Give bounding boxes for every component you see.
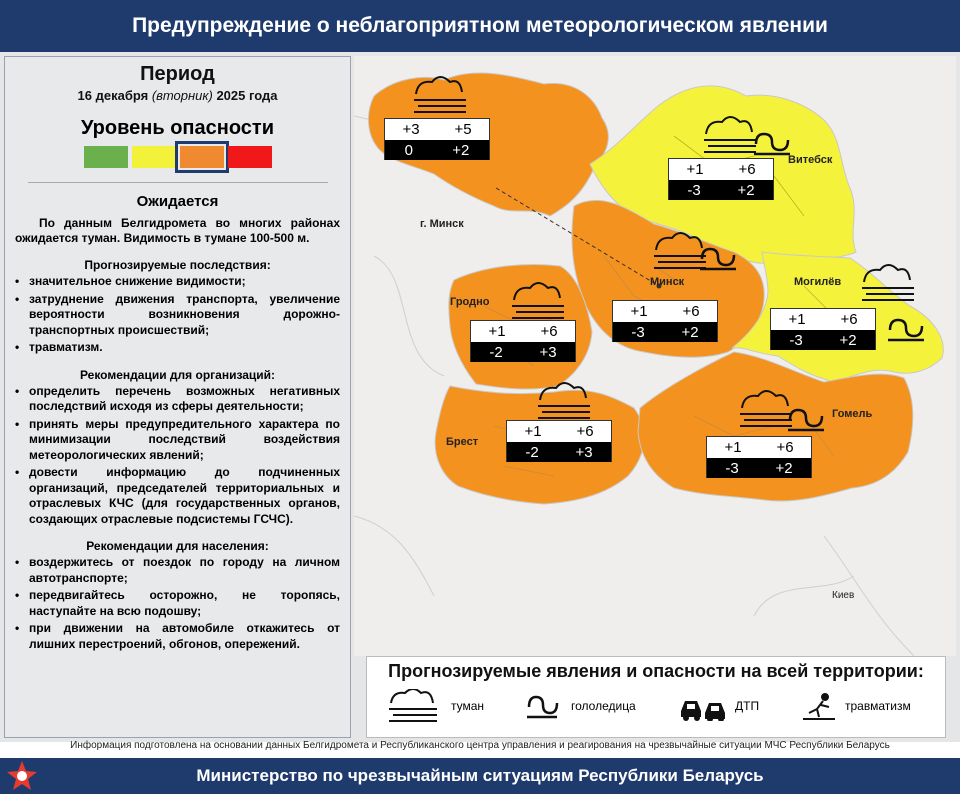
day-max: +6 — [576, 423, 594, 440]
consequences-list — [5, 274, 350, 356]
day-max: +6 — [540, 323, 558, 340]
level-yellow — [132, 146, 176, 168]
level-orange — [180, 146, 224, 168]
day-min: +1 — [686, 161, 704, 178]
legend-item-injury — [801, 691, 911, 721]
city-label-kiev: Киев — [832, 590, 855, 601]
city-label-minsk: Минск — [650, 276, 685, 288]
period-date — [5, 88, 350, 103]
day-temps — [613, 301, 717, 322]
ice-icon — [525, 691, 559, 721]
day-temps — [471, 321, 575, 342]
day-max: +6 — [682, 303, 700, 320]
night-min: -2 — [525, 443, 539, 461]
list-item: • затруднение движения транспорта, увеличение вероятности возникновения дорожно-транспортных происшествий; — [15, 292, 340, 339]
night-temps — [669, 180, 773, 200]
list-item: • воздержитесь от поездок по городу на личном автотранспорте; — [15, 555, 340, 586]
org-recs-title: Рекомендации для организаций: — [79, 367, 276, 382]
fog-icon — [387, 689, 439, 723]
danger-level-title: Уровень опасности — [81, 117, 274, 139]
day-min: +1 — [724, 439, 742, 456]
org-recs-list — [5, 384, 350, 528]
page-title: Предупреждение о неблагоприятном метеорологическом явлении — [0, 0, 960, 52]
night-min: -3 — [631, 323, 645, 341]
night-min: -3 — [687, 181, 701, 199]
legend-label: ДТП — [735, 699, 760, 713]
day-max: +6 — [840, 311, 858, 328]
city-label-vitebsk: Витебск — [788, 154, 833, 166]
legend-items — [367, 687, 947, 735]
temp-box-brest — [506, 420, 612, 462]
list-item: • определить перечень возможных негативных последствий исходя из сферы деятельности; — [15, 384, 340, 415]
divider — [28, 182, 328, 183]
day-max: +6 — [738, 161, 756, 178]
temp-box-grodno — [470, 320, 576, 362]
temp-box-mogilev — [770, 308, 876, 350]
day-min: +1 — [630, 303, 648, 320]
day-temps — [771, 309, 875, 330]
legend-item-crash — [679, 691, 759, 721]
legend-label: туман — [451, 699, 485, 713]
level-red — [228, 146, 272, 168]
night-max: +2 — [737, 181, 755, 199]
night-min: -3 — [725, 459, 739, 477]
day-min: +1 — [524, 423, 542, 440]
danger-level-scale — [5, 146, 350, 168]
city-label-mogilev: Могилёв — [794, 276, 842, 288]
injury-icon — [801, 691, 837, 721]
expected-text: По данным Белгидромета во многих районах ожидается туман. Видимость в тумане 100-500 м. — [15, 216, 340, 245]
night-temps — [613, 322, 717, 342]
day-min: +3 — [402, 121, 420, 138]
temp-box-minsk — [612, 300, 718, 342]
source-note: Информация подготовлена на основании данных Белгидромета и Республиканского центра управления и реагирования на чрезвычайные ситуации МЧС Республики Беларусь — [70, 740, 890, 751]
pop-recs-title: Рекомендации для населения: — [86, 539, 269, 553]
night-min: -2 — [489, 343, 503, 361]
level-green — [84, 146, 128, 168]
ministry-footer: Министерство по чрезвычайным ситуациям Республики Беларусь — [0, 758, 960, 794]
expected-title: Ожидается — [136, 193, 219, 210]
consequences-title: Прогнозируемые последствия: — [84, 258, 271, 272]
night-max: +2 — [681, 323, 699, 341]
date-day: (вторник) — [151, 88, 213, 103]
day-temps — [385, 119, 489, 140]
day-temps — [669, 159, 773, 180]
legend-item-fog — [387, 689, 484, 723]
temp-box-minsk-city — [384, 118, 490, 160]
date-year: 2025 года — [216, 88, 278, 103]
pop-recs-list — [5, 555, 350, 652]
night-temps — [471, 342, 575, 362]
night-max: +2 — [775, 459, 793, 477]
night-max: +3 — [539, 343, 557, 361]
period-title: Период — [140, 63, 215, 85]
city-label-brest: Брест — [446, 436, 479, 448]
day-max: +5 — [454, 121, 472, 138]
night-temps — [707, 458, 811, 478]
legend-label: гололедица — [571, 699, 636, 713]
night-temps — [385, 140, 489, 160]
city-label-grodno: Гродно — [450, 296, 490, 308]
legend-item-ice — [525, 691, 636, 721]
day-min: +1 — [788, 311, 806, 328]
day-min: +1 — [488, 323, 506, 340]
city-label-minsk-city: г. Минск — [420, 218, 464, 230]
night-min: 0 — [404, 141, 413, 159]
night-temps — [771, 330, 875, 350]
night-max: +3 — [575, 443, 593, 461]
info-panel — [4, 56, 351, 738]
list-item: • передвигайтесь осторожно, не торопясь, наступайте на всю подошву; — [15, 588, 340, 619]
list-item: • при движении на автомобиле откажитесь от лишних перестроений, обгонов, опережений. — [15, 621, 340, 652]
day-temps — [507, 421, 611, 442]
date-main: 16 декабря — [77, 88, 149, 103]
ministry-logo-icon — [6, 760, 38, 792]
temp-box-vitebsk — [668, 158, 774, 200]
list-item: • значительное снижение видимости; — [15, 274, 340, 290]
warning-map — [354, 56, 956, 656]
temp-box-gomel — [706, 436, 812, 478]
list-item: • травматизм. — [15, 340, 340, 356]
legend-label: травматизм — [845, 699, 911, 713]
list-item: • принять меры предупредительного характера по минимизации последствий воздействия метеорологических явлений; — [15, 417, 340, 464]
legend-title: Прогнозируемые явления и опасности на всей территории: — [388, 661, 924, 681]
day-max: +6 — [776, 439, 794, 456]
night-min: -3 — [789, 331, 803, 349]
list-item: • довести информацию до подчиненных организаций, председателей территориальных и отраслевых КЧС (для государственных органов, создающих отраслевые подсистемы ГСЧС). — [15, 465, 340, 527]
night-temps — [507, 442, 611, 462]
legend — [366, 656, 946, 738]
car-crash-icon — [679, 691, 727, 721]
night-max: +2 — [452, 141, 470, 159]
day-temps — [707, 437, 811, 458]
night-max: +2 — [839, 331, 857, 349]
city-label-gomel: Гомель — [832, 408, 873, 420]
